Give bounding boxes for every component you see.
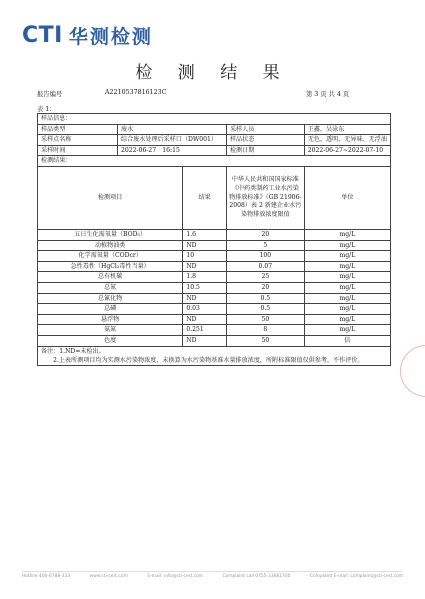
result-limit: 8 (226, 325, 304, 336)
result-value: ND (183, 261, 227, 272)
result-row (38, 251, 391, 262)
result-item: 五日生化需氧量（BOD₅） (38, 229, 183, 240)
result-value: ND (183, 335, 227, 346)
result-item: 动植物油类 (38, 240, 183, 251)
results-column-headers (38, 166, 391, 229)
sample-label: 样品状态 (226, 135, 304, 146)
notes-label: 备注： (41, 347, 60, 355)
result-unit: mg/L (304, 229, 390, 240)
result-unit: mg/L (304, 293, 390, 304)
result-row (38, 240, 391, 251)
result-limit: 50 (226, 335, 304, 346)
result-item: 氨氮 (38, 325, 183, 336)
notes-row (38, 346, 391, 365)
result-item: 总氰化物 (38, 293, 183, 304)
result-limit: 50 (226, 314, 304, 325)
results-header (38, 156, 391, 167)
result-unit: mg/L (304, 272, 390, 283)
sample-label: 采样时间 (38, 145, 118, 156)
result-limit: 25 (226, 272, 304, 283)
result-unit: mg/L (304, 251, 390, 262)
result-row (38, 304, 391, 315)
col-unit-header: 单位 (304, 166, 390, 229)
result-value: 10 (183, 251, 227, 262)
result-limit: 20 (226, 282, 304, 293)
seal-stamp (400, 345, 425, 397)
notes-line1: 1.ND=未检出。 (59, 347, 105, 355)
sample-value: 废水 (118, 124, 227, 135)
result-row (38, 272, 391, 283)
result-value: 1.8 (183, 272, 227, 283)
page-title: 检 测 结 果 (135, 63, 290, 83)
sample-value: 2022-06-27 16:15 (118, 145, 227, 156)
sample-row (38, 135, 391, 146)
result-value: ND (183, 240, 227, 251)
sample-label: 采样人员 (226, 124, 304, 135)
result-value: 0.251 (183, 325, 227, 336)
result-value: 0.03 (183, 304, 227, 315)
sample-value: 王鑫、吴泳东 (304, 124, 390, 135)
report-table (37, 113, 391, 366)
result-value: 1.6 (183, 229, 227, 240)
footer-complaint-call: Complaint call 0755-33681700 (222, 574, 291, 579)
footer-hotline: Hotline 400-6788-333 (22, 574, 71, 579)
sample-info-header (38, 114, 391, 125)
sample-label: 采样点名称 (38, 135, 118, 146)
result-limit: 20 (226, 229, 304, 240)
result-item: 色度 (38, 335, 183, 346)
result-limit: 100 (226, 251, 304, 262)
result-unit: mg/L (304, 314, 390, 325)
result-limit: 5 (226, 240, 304, 251)
report-no: A2210537816123C (105, 89, 167, 96)
result-item: 总磷 (38, 304, 183, 315)
sample-label: 样品类型 (38, 124, 118, 135)
logo-cn-text: 华测检测 (68, 26, 153, 48)
result-row (38, 325, 391, 336)
notes-cell (38, 346, 391, 365)
result-unit: mg/L (304, 325, 390, 336)
result-item: 化学需氧量（CODcr） (38, 251, 183, 262)
result-item: 急性毒性（HgCl₂毒性当量） (38, 261, 183, 272)
result-value: ND (183, 293, 227, 304)
result-row (38, 335, 391, 346)
sample-info-label: 样品信息： (38, 114, 391, 125)
page-info: 第 3 页 共 4 页 (306, 91, 350, 98)
result-row (38, 314, 391, 325)
col-item-header: 检测项目 (38, 166, 183, 229)
results-label: 检测结果： (38, 156, 391, 167)
sample-value: 无色、透明、无异味、无浮油 (304, 135, 390, 146)
footer-divider (22, 571, 403, 572)
result-row (38, 229, 391, 240)
footer-web: www.cti-cert.com (89, 574, 128, 579)
footer (22, 574, 403, 579)
result-limit: 0.07 (226, 261, 304, 272)
report-no-label: 报告编号 (37, 91, 63, 98)
result-item: 总氮 (38, 282, 183, 293)
sample-label: 检测日期 (226, 145, 304, 156)
logo-text: CTI (22, 23, 63, 48)
table-number: 表 1： (37, 106, 56, 113)
sample-value: 综合废水处理后采样口（DW001） (118, 135, 227, 146)
footer-complaint-email: Complaint E-mail: complaint@cti-cert.com (309, 574, 403, 579)
result-item: 悬浮物 (38, 314, 183, 325)
result-unit: 倍 (304, 335, 390, 346)
result-unit: mg/L (304, 261, 390, 272)
sample-row (38, 145, 391, 156)
col-standard-header: 中华人民共和国国家标准《中药类制药工业水污染物排放标准》（GB 21906-2008）表 2 新建企业水污染物排放浓度限值 (226, 166, 304, 229)
result-item: 总有机碳 (38, 272, 183, 283)
result-value: ND (183, 314, 227, 325)
result-row (38, 261, 391, 272)
result-limit: 0.5 (226, 304, 304, 315)
result-value: 10.5 (183, 282, 227, 293)
result-limit: 0.5 (226, 293, 304, 304)
company-logo (22, 22, 153, 49)
result-unit: mg/L (304, 240, 390, 251)
footer-email: E-mail: info@cti-cert.com (147, 574, 203, 579)
result-unit: mg/L (304, 304, 390, 315)
notes-line2: 2.上表所测项目均为实测水污染物浓度，未换算为水污染物基准水量排放浓度，所附标准限值仅供参考，不作评价。 (53, 356, 364, 364)
result-row (38, 282, 391, 293)
result-row (38, 293, 391, 304)
col-result-header: 结果 (183, 166, 227, 229)
sample-value: 2022-06-27~2022-07-10 (304, 145, 390, 156)
result-unit: mg/L (304, 282, 390, 293)
sample-row (38, 124, 391, 135)
